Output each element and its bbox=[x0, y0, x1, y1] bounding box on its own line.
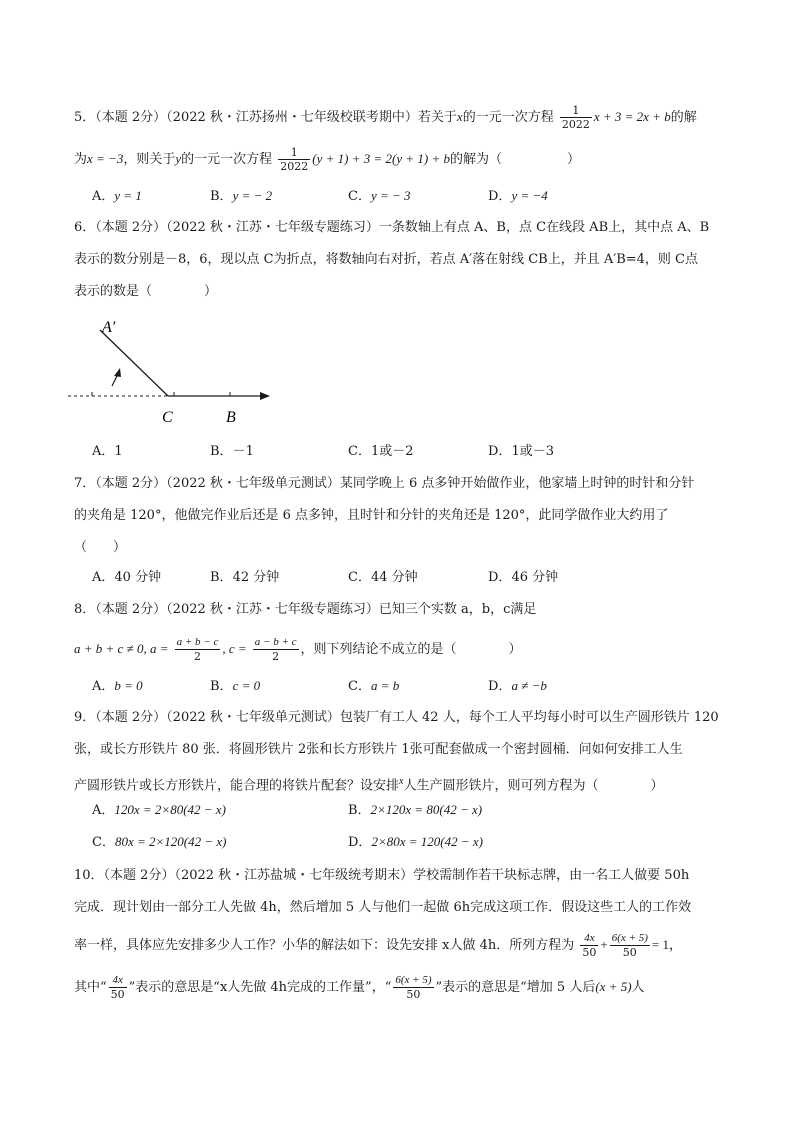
q9-option-b[interactable]: B．2×120x = 80(42 − x) bbox=[348, 802, 483, 818]
label-b: B bbox=[226, 409, 236, 426]
q5-text: ，则关于 bbox=[123, 152, 176, 167]
q9-line1: 9．（本题 2分）（2022 秋・七年级单元测试）包装厂有工人 42 人，每个工人平均每小时可以生产圆形铁片 120 bbox=[74, 710, 719, 725]
q7-option-c[interactable]: C．44 分钟 bbox=[348, 570, 418, 585]
q8-fraction1: $\frac{a + b - c}{2}$ bbox=[176, 636, 219, 663]
folded-ray bbox=[100, 330, 168, 396]
q9-var-x: x bbox=[399, 776, 404, 787]
q6-option-c[interactable]: C．1或－2 bbox=[348, 444, 414, 459]
q7-option-a[interactable]: A．40 分钟 bbox=[92, 570, 162, 585]
q6-option-a[interactable]: A．1 bbox=[92, 444, 123, 459]
q5-fraction: $\frac{1}{2022}$ bbox=[561, 104, 590, 131]
q10-line2: 完成．现计划由一部分工人先做 4h，然后增加 5 人与他们一起做 6h完成这项工作．假设这些工人的工作效 bbox=[74, 900, 692, 915]
q8-option-a[interactable]: A．b = 0 bbox=[92, 678, 143, 694]
q9-line2: 张，或长方形铁片 80 张．将圆形铁片 2张和长方形铁片 1张可配套做成一个密封圆桶．问如何安排工人生 bbox=[74, 742, 683, 757]
label-a-prime: A′ bbox=[102, 319, 116, 336]
q7-option-d[interactable]: D．46 分钟 bbox=[488, 570, 559, 585]
q6-line3: 表示的数是（ ） bbox=[74, 284, 218, 299]
q6-option-d[interactable]: D．1或－3 bbox=[488, 444, 554, 459]
q7-line2: 的夹角是 120°，他做完作业后还是 6 点多钟，且时针和分针的夹角还是 120°，此同学做作业大约用了 bbox=[74, 508, 669, 523]
q5-text: 为 bbox=[74, 152, 88, 167]
q5-fraction2: $\frac{1}{2022}$ bbox=[280, 146, 309, 173]
q7-option-b[interactable]: B．42 分钟 bbox=[210, 570, 280, 585]
q9-line3 bbox=[74, 772, 663, 796]
q10-text: ”表示的意思是“x人先做 4h完成的工作量”，“ bbox=[128, 980, 392, 995]
q8-condition-mid: , c = bbox=[222, 641, 247, 656]
q5-option-c[interactable]: C．y = − 3 bbox=[348, 188, 411, 204]
q10-line3 bbox=[74, 932, 682, 959]
q8-option-d[interactable]: D．a ≠ −b bbox=[488, 678, 547, 694]
q5-text: 的解为（ ） bbox=[450, 152, 581, 167]
q6-number-line-figure bbox=[66, 312, 286, 432]
q8-text: ，则下列结论不成立的是（ ） bbox=[300, 642, 522, 657]
q5-text: 的一元一次方程 bbox=[462, 110, 554, 125]
q10-fraction2: $\frac{6(x + 5)}{50}$ bbox=[611, 932, 648, 959]
q7-line1: 7．（本题 2分）（2022 秋・七年级单元测试）某同学晚上 6 点多钟开始做作业，他家墙上时钟的时针和分针 bbox=[74, 476, 695, 491]
q6-line2: 表示的数分别是－8，6，现以点 C为折点，将数轴向右对折，若点 A′落在射线 CB上，并且 A′B=4，则 C点 bbox=[74, 252, 698, 267]
q5-x-value: x = −3 bbox=[87, 151, 124, 166]
q8-option-b[interactable]: B．c = 0 bbox=[210, 678, 261, 694]
q10-text: 率一样，具体应先安排多少人工作？小华的解法如下：设先安排 x人做 4h．所列方程为 bbox=[74, 938, 575, 953]
q5-equation2: (y + 1) + 3 = 2(y + 1) + b bbox=[312, 151, 451, 166]
q10-line1: 10．（本题 2分）（2022 秋・江苏盐城・七年级统考期末）学校需制作若干块标志牌，由一名工人做要 50h bbox=[74, 868, 690, 883]
q10-line4 bbox=[74, 974, 645, 1001]
q10-fraction1: $\frac{4x}{50}$ bbox=[582, 932, 597, 959]
q8-line2 bbox=[74, 636, 522, 663]
q10-eq-tail: = 1， bbox=[651, 937, 682, 952]
q9-option-c[interactable]: C．80x = 2×120(42 − x) bbox=[92, 834, 227, 850]
q10-text: 其中“ bbox=[74, 980, 107, 995]
q5-line1 bbox=[74, 104, 697, 131]
q7-line3: （ ） bbox=[74, 540, 127, 555]
arrow-right-icon bbox=[260, 392, 270, 400]
q5-var-x: x bbox=[456, 109, 463, 124]
q5-line2 bbox=[74, 146, 580, 173]
q5-equation1: x + 3 = 2x + b bbox=[593, 109, 671, 124]
q6-line1: 6．（本题 2分）（2022 秋・江苏・七年级专题练习）一条数轴上有点 A、B，点 C在线段 AB上，其中点 A、B bbox=[74, 220, 710, 235]
q5-option-d[interactable]: D．y = −4 bbox=[488, 188, 548, 204]
q5-option-b[interactable]: B．y = − 2 bbox=[210, 188, 273, 204]
q8-option-c[interactable]: C．a = b bbox=[348, 678, 400, 694]
q10-fraction4: $\frac{6(x + 5)}{50}$ bbox=[395, 974, 432, 1001]
q9-option-d[interactable]: D．2×80x = 120(42 − x) bbox=[348, 834, 483, 850]
q5-text: 的一元一次方程 bbox=[181, 152, 273, 167]
q6-option-b[interactable]: B．－1 bbox=[210, 444, 254, 459]
q10-paren-expr: (x + 5) bbox=[595, 979, 632, 994]
q5-option-a[interactable]: A．y = 1 bbox=[92, 188, 142, 204]
q8-condition: a + b + c ≠ 0, a = bbox=[74, 641, 169, 656]
q5-text: 5．（本题 2分）（2022 秋・江苏扬州・七年级校联考期中）若关于 bbox=[74, 110, 457, 125]
q10-fraction3: $\frac{4x}{50}$ bbox=[110, 974, 125, 1001]
q8-fraction2: $\frac{a - b + c}{2}$ bbox=[254, 636, 297, 663]
q10-text: 人 bbox=[631, 980, 645, 995]
q9-option-a[interactable]: A．120x = 2×80(42 − x) bbox=[92, 802, 226, 818]
q10-plus: + bbox=[600, 937, 608, 952]
q9-text: 产圆形铁片或长方形铁片，能合理的将铁片配套？设安排 bbox=[74, 778, 400, 794]
q9-text: 人生产圆形铁片，则可列方程为（ ） bbox=[403, 778, 664, 794]
q10-text: ”表示的意思是“增加 5 人后 bbox=[435, 980, 596, 995]
q5-var-y: y bbox=[175, 151, 182, 166]
fold-arrow-head-icon bbox=[114, 368, 121, 377]
label-c: C bbox=[162, 409, 173, 426]
q5-text: 的解 bbox=[670, 110, 697, 125]
q8-line1: 8．（本题 2分）（2022 秋・江苏・七年级专题练习）已知三个实数 a，b，c满足 bbox=[74, 602, 537, 617]
